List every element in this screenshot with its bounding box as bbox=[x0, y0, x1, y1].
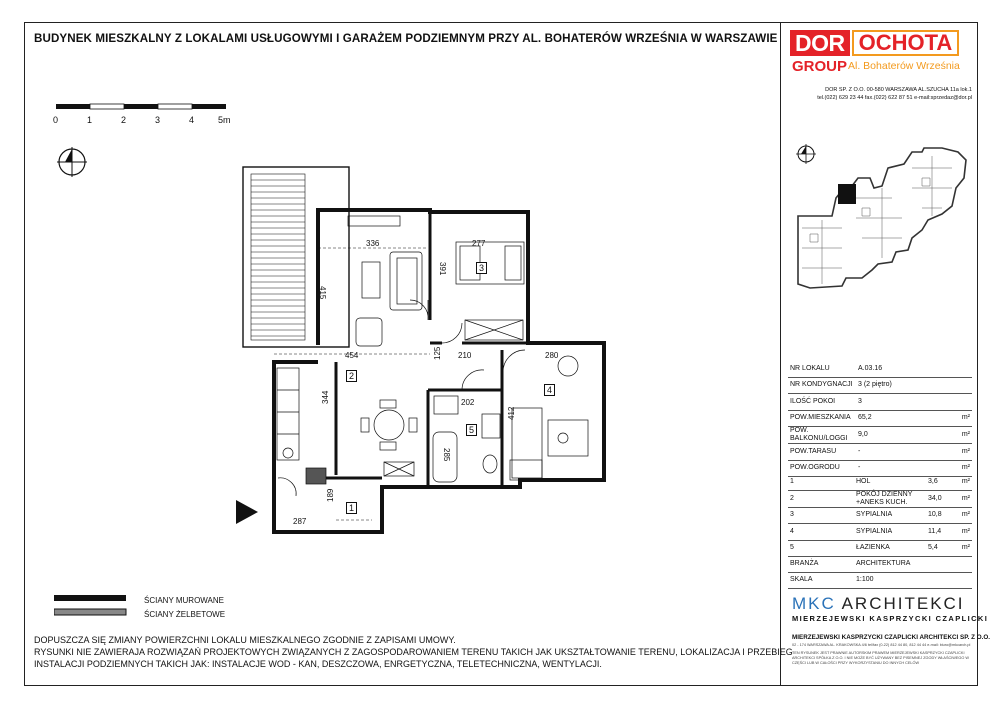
cell-unit bbox=[956, 361, 972, 377]
table-row bbox=[788, 556, 972, 572]
scale-label: 3 bbox=[155, 115, 161, 125]
dimension: 277 bbox=[472, 239, 486, 248]
cell-unit bbox=[956, 394, 972, 411]
cell-label: NR KONDYGNACJI bbox=[788, 377, 856, 394]
balcony bbox=[243, 167, 349, 347]
dimension: 412 bbox=[507, 406, 516, 420]
apartment-highlight bbox=[838, 184, 856, 204]
cell-num: 2 bbox=[788, 490, 854, 507]
cell-unit: m² bbox=[956, 524, 972, 541]
cell-name: HOL bbox=[854, 474, 926, 490]
table-row bbox=[788, 377, 972, 394]
table-row bbox=[788, 427, 972, 444]
cell-name: ŁAZIENKA bbox=[854, 540, 926, 557]
room-label-1: 1 bbox=[346, 502, 357, 514]
table-row bbox=[788, 361, 972, 377]
cell-unit: m² bbox=[956, 410, 972, 427]
cell-value: - bbox=[856, 444, 956, 461]
cell-area: 5,4 bbox=[926, 540, 956, 557]
contact-line: DOR SP. Z O.O. 00-580 WARSZAWA AL.SZUCHA 11a lok.1 bbox=[825, 87, 972, 93]
dimension: 210 bbox=[458, 351, 472, 360]
cell-value: 3 bbox=[856, 394, 956, 411]
sheet-divider bbox=[780, 22, 781, 686]
scale-label: 5m bbox=[218, 115, 231, 125]
cell-num: 3 bbox=[788, 507, 854, 524]
table-row bbox=[788, 572, 972, 589]
logo-group: GROUP bbox=[792, 58, 848, 75]
cell-label: NR LOKALU bbox=[788, 361, 856, 377]
cell-label: POW.OGRODU bbox=[788, 460, 856, 477]
note-line: DOPUSZCZA SIĘ ZMIANY POWIERZCHNI LOKALU MIESZKALNEGO ZGODNIE Z ZAPISAMI UMOWY. bbox=[34, 635, 456, 645]
cell-unit bbox=[956, 377, 972, 394]
cell-unit: m² bbox=[956, 444, 972, 461]
logo-architekci: ARCHITEKCI bbox=[841, 594, 965, 613]
logo-mkc: MKC bbox=[792, 594, 836, 613]
rooms-table bbox=[788, 474, 972, 557]
scale-label: 4 bbox=[189, 115, 195, 125]
cell-value: 9,0 bbox=[856, 427, 956, 444]
floor-plan bbox=[232, 160, 612, 540]
key-plan bbox=[792, 138, 974, 298]
logo-ochota: OCHOTA bbox=[852, 30, 960, 56]
cell-unit: m² bbox=[956, 490, 972, 507]
dimension: 285 bbox=[442, 448, 451, 462]
room-label-3: 3 bbox=[476, 262, 487, 274]
logo-subtitle: Al. Bohaterów Września bbox=[848, 60, 960, 72]
cell-unit: m² bbox=[956, 540, 972, 557]
table-row bbox=[788, 540, 972, 557]
cell-value: ARCHITEKTURA bbox=[854, 556, 972, 572]
cell-name: POKÓJ DZIENNY +ANEKS KUCH. bbox=[854, 490, 926, 507]
room-label-4: 4 bbox=[544, 384, 555, 396]
cell-value: A.03.16 bbox=[856, 361, 956, 377]
architect-logo bbox=[792, 594, 965, 614]
architect-copyright: TEN RYSUNEK JEST PRAWNIE AUTORSKIM PRAWEM MIERZEJEWSKI KASPRZYCKI CZAPLICKI ARCHITEKCI SPÓŁKA Z O.O. I NIE MOŻE BYĆ UŻYWANY BEZ PISEMNEJ ZGODY WŁAŚCIWEGO W CZĘŚCI LUB W CAŁOŚCI PRZY WYKORZYSTANIU DO INNYCH CELÓW bbox=[792, 651, 969, 665]
legend-concrete: ŚCIANY ŻELBETOWE bbox=[144, 610, 226, 619]
dimension: 454 bbox=[345, 351, 359, 360]
cell-label: BRANŻA bbox=[788, 556, 854, 572]
cell-label: SKALA bbox=[788, 572, 854, 589]
cell-area: 10,8 bbox=[926, 507, 956, 524]
scale-bar bbox=[50, 100, 250, 116]
cell-num: 4 bbox=[788, 524, 854, 541]
cell-num: 1 bbox=[788, 474, 854, 490]
table-row bbox=[788, 410, 972, 427]
table-row bbox=[788, 474, 972, 490]
dimension: 125 bbox=[433, 346, 442, 360]
table-row bbox=[788, 444, 972, 461]
cell-label: POW. BALKONU/LOGGI bbox=[788, 427, 856, 444]
legend-swatches bbox=[54, 592, 134, 618]
architect-address: 02 - 174 WARSZAWA AL. KRAKOWSKA 4/6 tel/fax (0-22) 812 44 80, 812 44 44 e-mail: biuro@mkcarch.pl bbox=[792, 643, 971, 647]
dimension: 202 bbox=[461, 398, 475, 407]
table-row bbox=[788, 490, 972, 507]
cell-name: SYPIALNIA bbox=[854, 507, 926, 524]
architect-names: MIERZEJEWSKI KASPRZYCKI CZAPLICKI bbox=[792, 614, 989, 623]
legend-masonry: ŚCIANY MUROWANE bbox=[144, 596, 225, 605]
cell-value: - bbox=[856, 460, 956, 477]
architect-company: MIERZEJEWSKI KASPRZYCKI CZAPLICKI ARCHITEKCI SP. Z O.O. bbox=[792, 634, 991, 641]
cell-name: SYPIALNIA bbox=[854, 524, 926, 541]
dimension: 415 bbox=[318, 286, 327, 300]
cell-unit: m² bbox=[956, 427, 972, 444]
dimension: 287 bbox=[293, 517, 307, 526]
scale-label: 2 bbox=[121, 115, 127, 125]
cell-unit: m² bbox=[956, 460, 972, 477]
entrance-arrow-icon bbox=[234, 498, 262, 526]
note-line: INSTALACJI PODZIEMNYCH TAKICH JAK: INSTALACJE WOD - KAN, DESZCZOWA, ENRGETYCZNA, TELETECHNICZNA, WENTYLACJI. bbox=[34, 659, 602, 669]
dimension: 344 bbox=[321, 390, 330, 404]
cell-area: 34,0 bbox=[926, 490, 956, 507]
developer-contact bbox=[792, 87, 972, 102]
cell-area: 11,4 bbox=[926, 524, 956, 541]
note-line: RYSUNKI NIE ZAWIERAJA ROZWIĄZAŃ PROJEKTOWYCH ZWIĄZANYCH Z ZAGOSPODAROWANIEM TERENU TAKICH JAK UKSZTAŁTOWANIE TERENU, LOKALIZACJA I PRZEBIEG bbox=[34, 647, 793, 657]
cell-value: 1:100 bbox=[854, 572, 972, 589]
cell-area: 3,6 bbox=[926, 474, 956, 490]
info-table bbox=[788, 361, 972, 477]
table-row bbox=[788, 524, 972, 541]
cell-unit: m² bbox=[956, 474, 972, 490]
dimension: 391 bbox=[438, 262, 447, 276]
cell-num: 5 bbox=[788, 540, 854, 557]
interior-walls bbox=[320, 210, 528, 487]
table-row bbox=[788, 507, 972, 524]
cell-label: ILOŚĆ POKOI bbox=[788, 394, 856, 411]
room-label-2: 2 bbox=[346, 370, 357, 382]
meta-table bbox=[788, 556, 972, 589]
north-arrow-icon bbox=[56, 146, 88, 178]
room-label-5: 5 bbox=[466, 424, 477, 436]
notes bbox=[34, 634, 793, 670]
scale-label: 0 bbox=[53, 115, 59, 125]
cell-unit: m² bbox=[956, 507, 972, 524]
architect-fineprint bbox=[792, 643, 974, 666]
cell-value: 3 (2 piętro) bbox=[856, 377, 956, 394]
dimension: 189 bbox=[326, 488, 335, 502]
cell-label: POW.MIESZKANIA bbox=[788, 410, 856, 427]
scale-label: 1 bbox=[87, 115, 93, 125]
dimension: 336 bbox=[366, 239, 380, 248]
page-title: BUDYNEK MIESZKALNY Z LOKALAMI USŁUGOWYMI I GARAŻEM PODZIEMNYM PRZY AL. BOHATERÓW WRZEŚNIA W WARSZAWIE bbox=[34, 32, 778, 45]
cell-value: 65,2 bbox=[856, 410, 956, 427]
contact-line: tel.(022) 629 23 44 fax.(022) 622 87 51 e-mail:sprzedaz@dor.pl bbox=[817, 94, 972, 101]
table-row bbox=[788, 394, 972, 411]
cell-label: POW.TARASU bbox=[788, 444, 856, 461]
dimension: 280 bbox=[545, 351, 559, 360]
logo-dor: DOR bbox=[790, 30, 850, 56]
developer-logo bbox=[790, 30, 959, 56]
